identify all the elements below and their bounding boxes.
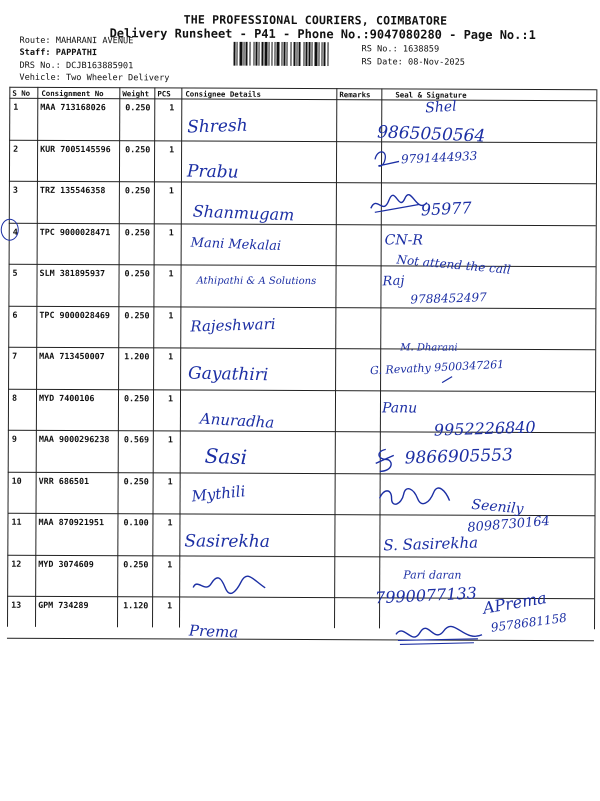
barcode-bar xyxy=(253,42,254,66)
row-6-handwritten-consignee: Rajeshwari xyxy=(190,314,276,336)
row-12-sno: 12 xyxy=(11,558,22,569)
row-10-signature-scribble xyxy=(378,480,468,510)
row-1-handwritten-sig2: 9865050564 xyxy=(376,122,486,147)
col-consignment: Consignment No xyxy=(41,88,104,99)
row-11-consignment: MAA 870921951 xyxy=(38,516,105,528)
row-9-weight: 0.569 xyxy=(123,434,150,445)
row-10-handwritten-consignee: Mythili xyxy=(190,482,247,506)
col-remarks: Remarks xyxy=(339,90,371,100)
barcode-bar xyxy=(290,42,291,66)
col-seal: Seal & Signature xyxy=(395,90,467,100)
row-7-handwritten-consignee: Gayathiri xyxy=(187,363,269,386)
row-10-handwritten-sig2: Seenily xyxy=(470,496,525,518)
barcode-bar xyxy=(293,42,295,66)
row-6-weight: 0.250 xyxy=(124,309,150,320)
row-2-consignment: KUR 7005145596 xyxy=(40,143,111,154)
table-column-divider xyxy=(7,87,10,627)
row-6-consignment: TPC 9000028469 xyxy=(39,309,110,320)
row-4-handwritten-sig2: Not attend the call xyxy=(395,252,512,277)
col-pcs: PCS xyxy=(157,89,171,99)
row-4-handwritten-sig1: CN-R xyxy=(384,232,423,249)
row-9-pcs: 1 xyxy=(167,434,173,445)
barcode-bar xyxy=(308,42,310,66)
barcode-bar xyxy=(276,42,279,66)
row-7-sno: 7 xyxy=(12,350,18,361)
row-7-pcs: 1 xyxy=(168,351,174,362)
barcode-bar xyxy=(258,42,259,66)
col-weight: Weight xyxy=(122,89,150,99)
barcode-bar xyxy=(264,42,267,66)
row-10-weight: 0.250 xyxy=(123,475,149,486)
row-8-handwritten-sig2: 9952226840 xyxy=(433,417,536,440)
table-row-divider xyxy=(9,139,596,143)
row-7-weight: 1.200 xyxy=(124,351,150,362)
route-label: Route: MAHARANI AVENUE xyxy=(19,35,134,47)
barcode-bar xyxy=(233,42,235,66)
table-column-divider xyxy=(35,87,38,627)
row-10-pcs: 1 xyxy=(167,475,173,486)
table-column-divider xyxy=(152,87,155,627)
barcode-bar xyxy=(243,42,244,66)
row-13-weight: 1.120 xyxy=(123,600,149,611)
vehicle-label: Vehicle: Two Wheeler Delivery xyxy=(19,72,170,84)
table-column-divider xyxy=(179,87,182,627)
row-12-handwritten-sig2: 7990077133 xyxy=(374,583,478,608)
barcode-bar xyxy=(236,42,237,66)
staff-label: Staff: PAPPATHI xyxy=(19,47,98,59)
barcode-bar xyxy=(268,42,269,66)
row-3-handwritten-consignee: Shanmugam xyxy=(192,201,295,225)
row-1-sno: 1 xyxy=(13,101,19,112)
row-9-signature-scribble xyxy=(372,445,398,475)
row-11-pcs: 1 xyxy=(167,517,173,528)
row-11-weight: 0.100 xyxy=(123,517,149,528)
row-13-pcs: 1 xyxy=(167,600,173,611)
row-11-sno: 11 xyxy=(11,516,22,527)
barcode-bar xyxy=(323,42,325,66)
col-consignee: Consignee Details xyxy=(185,89,262,99)
row-11-handwritten-sig2: S. Sasirekha xyxy=(383,533,479,555)
row-13-handwritten-sig2: 9578681158 xyxy=(490,610,568,635)
consignment-table xyxy=(7,87,596,630)
row-8-sno: 8 xyxy=(11,392,18,403)
barcode-bar xyxy=(314,42,317,66)
row-3-handwritten-sig2: 95977 xyxy=(420,198,473,220)
row-1-consignment: MAA 713168026 xyxy=(40,101,106,113)
row-7-tick-scribble xyxy=(440,371,500,391)
row-9-handwritten-sig2: 9866905553 xyxy=(404,445,514,469)
row-8-pcs: 1 xyxy=(167,392,174,403)
row-8-handwritten-consignee: Anuradha xyxy=(199,409,275,432)
row-2-signature-scribble xyxy=(371,145,401,169)
barcode-bar xyxy=(283,42,285,66)
row-2-handwritten-consignee: Prabu xyxy=(186,161,239,183)
row-4-sno: 4 xyxy=(12,226,18,237)
barcode-bar xyxy=(281,42,282,66)
row-10-consignment: VRR 686501 xyxy=(38,475,90,486)
table-row-divider xyxy=(8,388,595,392)
row-2-weight: 0.250 xyxy=(125,143,151,154)
row-5-consignment: SLM 381895937 xyxy=(39,267,106,279)
row-5-weight: 0.250 xyxy=(124,268,150,279)
table-row-divider xyxy=(9,181,596,185)
table-row-divider xyxy=(7,637,594,641)
table-row-divider xyxy=(7,554,594,558)
table-row-divider xyxy=(8,347,595,351)
row-13-sno: 13 xyxy=(11,599,22,610)
row-4-circle-mark xyxy=(1,219,19,241)
row-4-weight: 0.250 xyxy=(124,226,150,237)
row-8-weight: 0.250 xyxy=(123,392,150,403)
row-12-pcs: 1 xyxy=(167,558,173,569)
row-3-pcs: 1 xyxy=(168,185,174,196)
row-7-handwritten-sig2: G. Revathy 9500347261 xyxy=(369,357,505,378)
row-4-handwritten-consignee: Mani Mekalai xyxy=(190,235,282,255)
barcode-bar xyxy=(321,42,322,66)
rs-number: RS No.: 1638859 xyxy=(361,44,440,55)
barcode-bar xyxy=(327,42,328,66)
barcode-bar xyxy=(271,42,272,66)
table-column-divider xyxy=(117,87,120,627)
row-9-consignment: MAA 9000296238 xyxy=(38,433,110,445)
barcode-image xyxy=(233,42,355,67)
row-1-weight: 0.250 xyxy=(125,102,151,113)
row-10-sno: 10 xyxy=(11,475,22,486)
row-2-sno: 2 xyxy=(13,143,19,154)
row-2-pcs: 1 xyxy=(169,143,175,154)
barcode-bar xyxy=(296,42,297,66)
row-5-pcs: 1 xyxy=(168,268,174,279)
row-5-handwritten-sig1: Raj xyxy=(382,273,405,290)
row-13-consignment: GPM 734289 xyxy=(38,599,89,611)
runsheet-title: Delivery Runsheet - P41 - Phone No.:9047080280 - Page No.:1 xyxy=(109,26,536,43)
row-8-handwritten-sig1: Panu xyxy=(381,400,418,417)
row-3-sno: 3 xyxy=(12,184,18,195)
row-9-handwritten-consignee: Sasi xyxy=(204,443,248,470)
barcode-bar xyxy=(311,42,312,66)
barcode-bar xyxy=(305,42,307,66)
drs-label: DRS No.: DCJB163885901 xyxy=(19,60,134,72)
row-6-sno: 6 xyxy=(12,309,18,320)
table-row-divider xyxy=(8,305,595,309)
table-column-divider xyxy=(594,89,597,629)
row-13-signature-scribble xyxy=(394,620,484,650)
row-5-sno: 5 xyxy=(12,267,18,278)
row-3-weight: 0.250 xyxy=(124,185,151,196)
row-5-handwritten-sig2: 9788452497 xyxy=(410,290,487,307)
barcode-bar xyxy=(303,42,304,66)
row-4-pcs: 1 xyxy=(168,226,174,237)
row-4-consignment: TPC 9000028471 xyxy=(39,226,111,237)
row-5-handwritten-consignee: Athipathi & A Solutions xyxy=(196,275,317,288)
row-1-pcs: 1 xyxy=(169,102,175,113)
barcode-bar xyxy=(255,42,257,66)
row-7-consignment: MAA 713450007 xyxy=(39,350,105,362)
row-1-handwritten-sig1: Shel xyxy=(424,98,458,117)
row-1-handwritten-consignee: Shresh xyxy=(186,115,248,138)
row-6-pcs: 1 xyxy=(168,309,174,320)
barcode-bar xyxy=(245,42,247,66)
barcode-bar xyxy=(318,42,319,66)
barcode-bar xyxy=(249,42,250,66)
row-8-consignment: MYD 7400106 xyxy=(38,392,95,403)
table-row-divider xyxy=(8,471,595,475)
barcode-bar xyxy=(274,42,275,66)
company-name: THE PROFESSIONAL COURIERS, COIMBATORE xyxy=(183,12,448,28)
barcode-bar xyxy=(239,42,242,66)
row-13-handwritten-consignee: Prema xyxy=(188,621,239,642)
table-row-divider xyxy=(9,98,596,102)
row-12-consignee-scribble xyxy=(189,570,269,600)
row-7-handwritten-sig1: M. Dharani xyxy=(400,342,458,354)
row-11-handwritten-consignee: Sasirekha xyxy=(184,531,270,552)
barcode-bar xyxy=(261,42,263,66)
rs-date: RS Date: 08-Nov-2025 xyxy=(361,57,465,68)
barcode-bar xyxy=(298,42,300,66)
row-12-consignment: MYD 3074609 xyxy=(38,558,94,569)
table-column-divider xyxy=(334,88,337,628)
row-12-weight: 0.250 xyxy=(123,558,149,569)
row-9-sno: 9 xyxy=(11,433,17,444)
row-11-handwritten-sig1: 8098730164 xyxy=(466,513,551,536)
table-row-divider xyxy=(9,222,596,226)
barcode-bar xyxy=(286,42,287,66)
row-13-handwritten-sig1: APrema xyxy=(481,588,548,618)
col-sno: S No xyxy=(12,88,31,98)
row-2-handwritten-sig2: 9791444933 xyxy=(400,148,478,167)
row-3-consignment: TRZ 135546358 xyxy=(39,184,106,196)
row-12-handwritten-sig1: Pari daran xyxy=(403,568,462,582)
